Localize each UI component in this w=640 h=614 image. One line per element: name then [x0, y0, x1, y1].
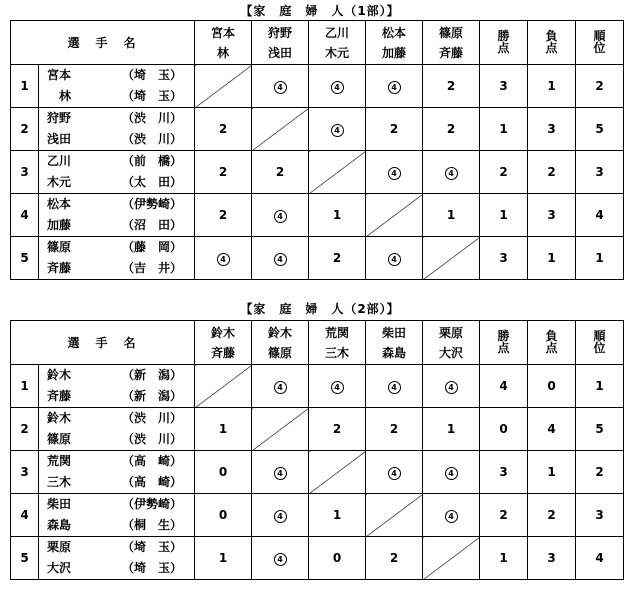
match-cell	[252, 494, 309, 537]
match-cell	[252, 537, 309, 580]
win-mark-icon: 4	[388, 253, 401, 266]
match-cell	[195, 237, 252, 280]
win-points-header-char: 点	[497, 341, 510, 355]
diagonal-cell	[423, 537, 480, 580]
player-club: （渋 川）	[122, 432, 183, 446]
score-value: 2	[389, 422, 399, 436]
table-row	[11, 65, 624, 108]
player-pair	[39, 408, 195, 451]
opponent-name: 柴田	[382, 325, 407, 340]
row-number: 5	[11, 237, 39, 280]
player-name: 斉藤	[47, 389, 72, 403]
player-name: 木元	[47, 175, 72, 189]
player-line	[39, 494, 194, 515]
player-pair	[39, 537, 195, 580]
table-row	[11, 365, 624, 408]
match-cell	[366, 151, 423, 194]
score-value: 2	[389, 122, 399, 136]
loss-points-header-char: 負	[545, 29, 558, 43]
player-pair	[39, 494, 195, 537]
match-cell	[423, 65, 480, 108]
player-line	[39, 215, 194, 236]
diagonal-cell	[423, 237, 480, 280]
player-club: （渋 川）	[122, 111, 183, 125]
opponent-header	[252, 321, 309, 365]
player-club: （太 田）	[122, 175, 183, 189]
win-points-header-char: 勝	[497, 329, 510, 343]
opponent-name: 栗原	[439, 325, 464, 340]
section-title-1: 【家 庭 婦 人（1部）】	[240, 4, 400, 18]
opponent-header	[309, 21, 366, 65]
table-row	[11, 237, 624, 280]
loss-points-header-char: 点	[545, 41, 558, 55]
score-value: 2	[446, 79, 456, 93]
diagonal-cell	[309, 451, 366, 494]
rank: 1	[576, 365, 624, 408]
win-points-header	[480, 21, 528, 65]
player-line	[39, 429, 194, 450]
win-mark-icon: 4	[274, 467, 287, 480]
loss-points: 3	[528, 537, 576, 580]
row-number: 1	[11, 65, 39, 108]
diagonal-cell	[195, 65, 252, 108]
match-cell	[366, 237, 423, 280]
match-cell	[423, 194, 480, 237]
score-value: 0	[218, 465, 228, 479]
diagonal-cell	[309, 151, 366, 194]
loss-points: 0	[528, 365, 576, 408]
match-cell	[423, 108, 480, 151]
loss-points: 4	[528, 408, 576, 451]
win-points-header-char: 点	[497, 41, 510, 55]
player-pair	[39, 451, 195, 494]
match-cell	[195, 451, 252, 494]
loss-points-header-char: 点	[545, 341, 558, 355]
score-value: 2	[389, 551, 399, 565]
rank-header	[576, 321, 624, 365]
player-line	[39, 108, 194, 129]
win-mark-icon: 4	[331, 81, 344, 94]
opponent-header	[366, 321, 423, 365]
player-name: 篠原	[47, 240, 72, 254]
loss-points: 1	[528, 451, 576, 494]
player-line	[39, 558, 194, 579]
player-name: 篠原	[47, 432, 72, 446]
opponent-header	[309, 321, 366, 365]
opponent-name: 斉藤	[439, 45, 464, 60]
score-value: 0	[332, 551, 342, 565]
player-club: （伊勢崎）	[122, 197, 183, 211]
match-cell	[366, 65, 423, 108]
score-value: 1	[446, 422, 456, 436]
player-name: 大沢	[47, 561, 72, 575]
player-club: （吉 井）	[122, 261, 183, 275]
header-row	[11, 321, 624, 365]
opponent-name: 荒関	[325, 325, 350, 340]
win-points: 1	[480, 108, 528, 151]
score-value: 2	[446, 122, 456, 136]
player-name: 荒関	[47, 454, 72, 468]
player-name: 森島	[47, 518, 72, 532]
player-club: （埼 玉）	[122, 68, 183, 82]
loss-points: 2	[528, 494, 576, 537]
diagonal-cell	[252, 408, 309, 451]
match-cell	[252, 451, 309, 494]
match-cell	[366, 451, 423, 494]
table-row	[11, 408, 624, 451]
rank-header-char: 位	[593, 341, 606, 355]
loss-points-header	[528, 21, 576, 65]
diagonal-cell	[366, 494, 423, 537]
opponent-name: 篠原	[439, 25, 464, 40]
match-cell	[309, 65, 366, 108]
opponent-name: 狩野	[268, 25, 293, 40]
rank: 3	[576, 494, 624, 537]
table-row	[11, 494, 624, 537]
win-mark-icon: 4	[274, 210, 287, 223]
row-number: 2	[11, 108, 39, 151]
win-points: 0	[480, 408, 528, 451]
rank: 3	[576, 151, 624, 194]
player-pair	[39, 237, 195, 280]
loss-points: 1	[528, 237, 576, 280]
rank: 5	[576, 408, 624, 451]
match-cell	[195, 408, 252, 451]
opponent-header	[423, 21, 480, 65]
diagonal-cell	[252, 108, 309, 151]
opponent-name: 鈴木	[211, 325, 236, 340]
row-number: 5	[11, 537, 39, 580]
rank: 2	[576, 451, 624, 494]
win-points: 2	[480, 494, 528, 537]
rank: 1	[576, 237, 624, 280]
opponent-header	[252, 21, 309, 65]
score-value: 1	[332, 208, 342, 222]
opponent-name: 篠原	[268, 345, 293, 360]
player-name: 斉藤	[47, 261, 72, 275]
player-line	[39, 86, 194, 107]
rank: 2	[576, 65, 624, 108]
win-points: 3	[480, 65, 528, 108]
win-mark-icon: 4	[445, 467, 458, 480]
opponent-name: 加藤	[382, 45, 407, 60]
match-cell	[423, 365, 480, 408]
opponent-name: 松本	[382, 25, 407, 40]
match-cell	[309, 408, 366, 451]
score-value: 2	[332, 422, 342, 436]
player-club: （藤 岡）	[122, 240, 183, 254]
player-club: （高 崎）	[122, 475, 183, 489]
match-cell	[423, 408, 480, 451]
player-name: 宮本	[47, 68, 72, 82]
player-line	[39, 172, 194, 193]
results-table-2	[10, 320, 624, 580]
player-club: （高 崎）	[122, 454, 183, 468]
match-cell	[195, 537, 252, 580]
opponent-name: 鈴木	[268, 325, 293, 340]
match-cell	[366, 537, 423, 580]
win-mark-icon: 4	[274, 253, 287, 266]
player-name: 栗原	[47, 540, 72, 554]
table-row	[11, 194, 624, 237]
rank: 5	[576, 108, 624, 151]
match-cell	[252, 365, 309, 408]
match-cell	[252, 237, 309, 280]
rank-header-char: 順	[593, 29, 606, 43]
row-number: 4	[11, 494, 39, 537]
win-mark-icon: 4	[331, 124, 344, 137]
player-line	[39, 194, 194, 215]
win-mark-icon: 4	[388, 81, 401, 94]
player-line	[39, 408, 194, 429]
win-points-header	[480, 321, 528, 365]
loss-points: 1	[528, 65, 576, 108]
rank: 4	[576, 194, 624, 237]
match-cell	[195, 108, 252, 151]
player-line	[39, 451, 194, 472]
score-value: 2	[332, 251, 342, 265]
player-club: （渋 川）	[122, 132, 183, 146]
loss-points: 3	[528, 108, 576, 151]
match-cell	[423, 151, 480, 194]
win-mark-icon: 4	[388, 381, 401, 394]
row-number: 3	[11, 151, 39, 194]
player-line	[39, 386, 194, 407]
match-cell	[252, 151, 309, 194]
opponent-header	[195, 21, 252, 65]
win-mark-icon: 4	[445, 167, 458, 180]
win-points: 4	[480, 365, 528, 408]
row-number: 2	[11, 408, 39, 451]
player-name-header: 選 手 名	[11, 21, 195, 65]
header-row	[11, 21, 624, 65]
match-cell	[309, 108, 366, 151]
opponent-name: 森島	[382, 345, 407, 360]
opponent-name: 斉藤	[211, 345, 236, 360]
player-name: 鈴木	[47, 411, 72, 425]
match-cell	[309, 365, 366, 408]
opponent-header	[423, 321, 480, 365]
table-row	[11, 451, 624, 494]
rank: 4	[576, 537, 624, 580]
loss-points-header	[528, 321, 576, 365]
match-cell	[309, 494, 366, 537]
player-line	[39, 65, 194, 86]
win-points: 2	[480, 151, 528, 194]
diagonal-cell	[366, 194, 423, 237]
win-mark-icon: 4	[388, 467, 401, 480]
table-row	[11, 108, 624, 151]
player-club: （桐 生）	[122, 518, 183, 532]
win-mark-icon: 4	[445, 510, 458, 523]
win-points: 1	[480, 537, 528, 580]
player-name: 松本	[47, 197, 72, 211]
player-pair	[39, 108, 195, 151]
opponent-header	[195, 321, 252, 365]
rank-header-char: 順	[593, 329, 606, 343]
win-mark-icon: 4	[274, 81, 287, 94]
player-pair	[39, 365, 195, 408]
row-number: 3	[11, 451, 39, 494]
results-table-1	[10, 20, 624, 280]
score-value: 1	[218, 422, 228, 436]
win-mark-icon: 4	[274, 510, 287, 523]
player-line	[39, 537, 194, 558]
match-cell	[366, 108, 423, 151]
loss-points: 3	[528, 194, 576, 237]
match-cell	[195, 494, 252, 537]
match-cell	[195, 151, 252, 194]
diagonal-cell	[195, 365, 252, 408]
match-cell	[366, 365, 423, 408]
player-line	[39, 129, 194, 150]
loss-points-header-char: 負	[545, 329, 558, 343]
win-mark-icon: 4	[274, 381, 287, 394]
score-value: 2	[218, 122, 228, 136]
win-points: 3	[480, 237, 528, 280]
win-points: 3	[480, 451, 528, 494]
player-club: （沼 田）	[122, 218, 183, 232]
match-cell	[309, 537, 366, 580]
match-cell	[252, 194, 309, 237]
opponent-name: 三木	[325, 345, 350, 360]
section-title-2: 【家 庭 婦 人（2部）】	[240, 302, 400, 316]
match-cell	[423, 451, 480, 494]
player-club: （前 橋）	[122, 154, 183, 168]
table-row	[11, 537, 624, 580]
player-line	[39, 472, 194, 493]
match-cell	[366, 408, 423, 451]
player-name-header: 選 手 名	[11, 321, 195, 365]
player-name: 鈴木	[47, 368, 72, 382]
player-name: 三木	[47, 475, 72, 489]
player-pair	[39, 65, 195, 108]
player-club: （埼 玉）	[122, 540, 183, 554]
rank-header-char: 位	[593, 41, 606, 55]
match-cell	[423, 494, 480, 537]
match-cell	[309, 194, 366, 237]
win-mark-icon: 4	[388, 167, 401, 180]
opponent-name: 乙川	[325, 25, 350, 40]
player-name: 加藤	[47, 218, 72, 232]
player-pair	[39, 151, 195, 194]
player-club: （埼 玉）	[122, 561, 183, 575]
opponent-header	[366, 21, 423, 65]
score-value: 2	[218, 165, 228, 179]
opponent-name: 浅田	[268, 45, 293, 60]
opponent-name: 宮本	[211, 25, 236, 40]
win-points-header-char: 勝	[497, 29, 510, 43]
player-club: （新 潟）	[122, 368, 183, 382]
match-cell	[252, 65, 309, 108]
score-value: 2	[275, 165, 285, 179]
score-value: 2	[218, 208, 228, 222]
player-line	[39, 237, 194, 258]
player-club: （埼 玉）	[122, 89, 183, 103]
player-name: 林	[47, 89, 72, 103]
player-name: 柴田	[47, 497, 72, 511]
player-line	[39, 258, 194, 279]
opponent-name: 林	[217, 45, 230, 60]
player-line	[39, 151, 194, 172]
player-club: （新 潟）	[122, 389, 183, 403]
score-value: 1	[446, 208, 456, 222]
player-line	[39, 515, 194, 536]
player-club: （渋 川）	[122, 411, 183, 425]
player-line	[39, 365, 194, 386]
row-number: 1	[11, 365, 39, 408]
loss-points: 2	[528, 151, 576, 194]
rank-header	[576, 21, 624, 65]
score-value: 0	[218, 508, 228, 522]
opponent-name: 大沢	[439, 345, 464, 360]
win-mark-icon: 4	[331, 381, 344, 394]
table-row	[11, 151, 624, 194]
player-name: 狩野	[47, 111, 72, 125]
score-value: 1	[332, 508, 342, 522]
player-club: （伊勢崎）	[122, 497, 183, 511]
player-name: 浅田	[47, 132, 72, 146]
win-mark-icon: 4	[445, 381, 458, 394]
match-cell	[195, 194, 252, 237]
player-pair	[39, 194, 195, 237]
opponent-name: 木元	[325, 45, 350, 60]
match-cell	[309, 237, 366, 280]
win-mark-icon: 4	[274, 553, 287, 566]
win-mark-icon: 4	[217, 253, 230, 266]
player-name: 乙川	[47, 154, 72, 168]
row-number: 4	[11, 194, 39, 237]
win-points: 1	[480, 194, 528, 237]
score-value: 1	[218, 551, 228, 565]
